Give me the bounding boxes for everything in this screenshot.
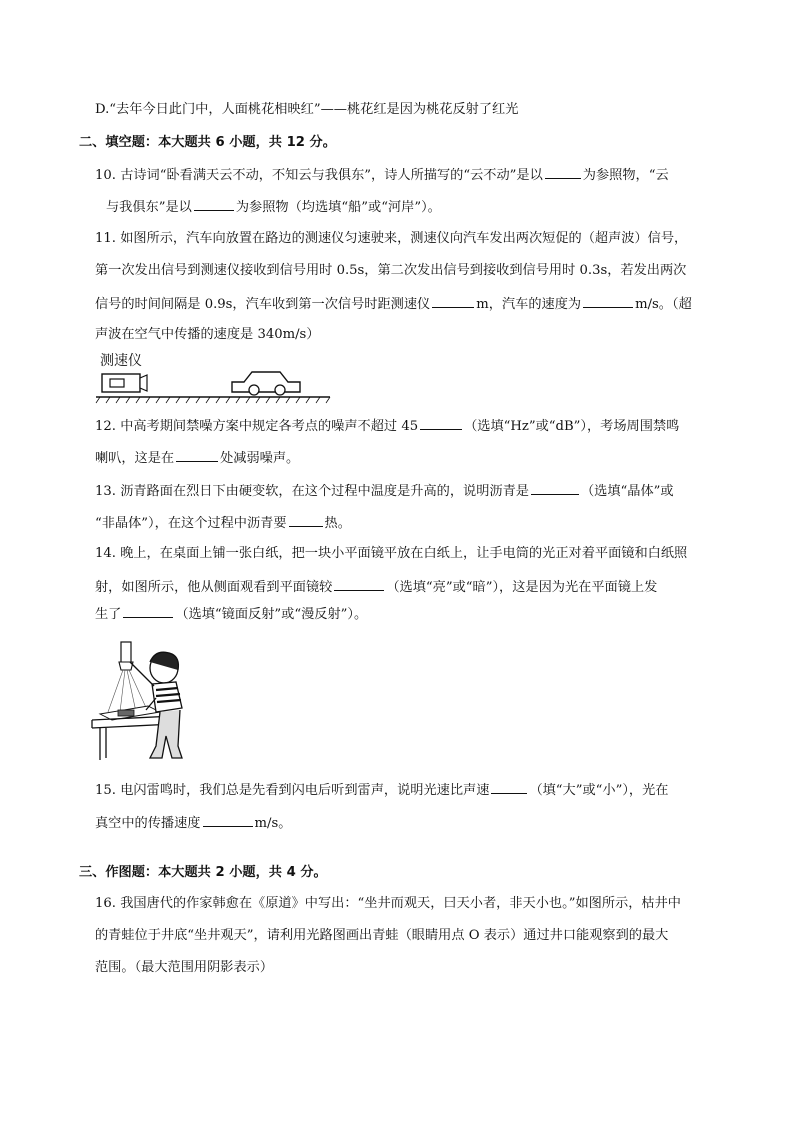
q15-line-2: 真空中的传播速度 m/s。 xyxy=(95,812,291,834)
q10-blank-2[interactable] xyxy=(194,196,234,211)
light-cone xyxy=(108,670,148,712)
q11-number: 11. xyxy=(95,231,116,246)
q12-blank-1[interactable] xyxy=(420,415,462,430)
q16-line-2: 的青蛙位于井底“坐井观天”，请利用光路图画出青蛙（眼睛用点 O 表示）通过井口能观察到的最大 xyxy=(95,928,669,943)
q11-figure xyxy=(94,350,334,406)
q13-line-1: 13. 沥青路面在烈日下由硬变软，在这个过程中温度是升高的，说明沥青是 （选填“晶体”或 xyxy=(95,480,674,502)
q14-figure xyxy=(90,636,210,764)
q16-line-1: 16. 我国唐代的作家韩愈在《原道》中写出：“坐井而观天，曰天小者，非天小也。”如图所示，枯井中 xyxy=(95,896,681,911)
section-3-header: 三、作图题：本大题共 2 小题，共 4 分。 xyxy=(79,865,327,880)
q11-blank-speed[interactable] xyxy=(583,293,633,308)
q13-blank-1[interactable] xyxy=(531,480,579,495)
q10-line-1: 10. 古诗词“卧看满天云不动，不知云与我俱东”，诗人所描写的“云不动”是以 为参照物，“云 xyxy=(95,164,669,186)
q14-line-1: 14. 晚上，在桌面上铺一张白纸，把一块小平面镜平放在白纸上，让手电筒的光正对着平面镜和白纸照 xyxy=(95,546,688,561)
q15-blank-2[interactable] xyxy=(203,812,253,827)
q10-line-2: 与我俱东”是以 为参照物（均选填“船”或“河岸”）。 xyxy=(106,196,441,218)
q10-blank-1[interactable] xyxy=(545,164,581,179)
q13-number: 13. xyxy=(95,484,116,499)
q14-line-2: 射，如图所示，他从侧面观看到平面镜较 （选填“亮”或“暗”），这是因为光在平面镜上发 xyxy=(95,576,657,598)
q10-number: 10. xyxy=(95,168,116,183)
q12-line-2: 喇叭，这是在 处减弱噪声。 xyxy=(95,447,299,469)
q11-line-3: 信号的时间间隔是 0.9s，汽车收到第一次信号时距测速仪 m，汽车的速度为 m/s。（超 xyxy=(95,293,692,315)
speed-meter-icon xyxy=(102,374,147,392)
q15-number: 15. xyxy=(95,783,116,798)
flashlight-icon xyxy=(119,642,133,670)
boy-figure xyxy=(130,652,182,758)
option-d: D.“去年今日此门中，人面桃花相映红”——桃花红是因为桃花反射了红光 xyxy=(95,102,519,117)
q11-blank-distance[interactable] xyxy=(432,293,474,308)
q14-line-3: 生了 （选填“镜面反射”或“漫反射”）。 xyxy=(95,603,367,625)
q14-blank-1[interactable] xyxy=(334,576,384,591)
q15-line-1: 15. 电闪雷鸣时，我们总是先看到闪电后听到雷声，说明光速比声速 （填“大”或“小”），光在 xyxy=(95,779,669,801)
speed-meter-label: 测速仪 xyxy=(100,353,142,369)
q11-line-1: 11. 如图所示，汽车向放置在路边的测速仪匀速驶来，测速仪向汽车发出两次短促的（超声波）信号， xyxy=(95,231,688,246)
car-icon xyxy=(232,372,300,395)
section-2-header: 二、填空题：本大题共 6 小题，共 12 分。 xyxy=(79,135,336,150)
q15-blank-1[interactable] xyxy=(491,779,527,794)
q13-line-2: “非晶体”），在这个过程中沥青要 热。 xyxy=(95,512,351,534)
q16-line-3: 范围。（最大范围用阴影表示） xyxy=(95,960,274,975)
q14-number: 14. xyxy=(95,546,116,561)
q11-line-2: 第一次发出信号到测速仪接收到信号用时 0.5s，第二次发出信号到接收到信号用时 0.3s，若发出两次 xyxy=(95,263,687,278)
q12-number: 12. xyxy=(95,419,116,434)
q14-blank-2[interactable] xyxy=(123,603,173,618)
q12-line-1: 12. 中高考期间禁噪方案中规定各考点的噪声不超过 45 （选填“Hz”或“dB”），考场周围禁鸣 xyxy=(95,415,679,437)
q11-line-4: 声波在空气中传播的速度是 340m/s） xyxy=(95,327,320,342)
road-hatch xyxy=(96,397,330,403)
q13-blank-2[interactable] xyxy=(289,512,323,527)
q16-number: 16. xyxy=(95,896,116,911)
q12-blank-2[interactable] xyxy=(176,447,218,462)
plane-mirror xyxy=(118,710,134,716)
